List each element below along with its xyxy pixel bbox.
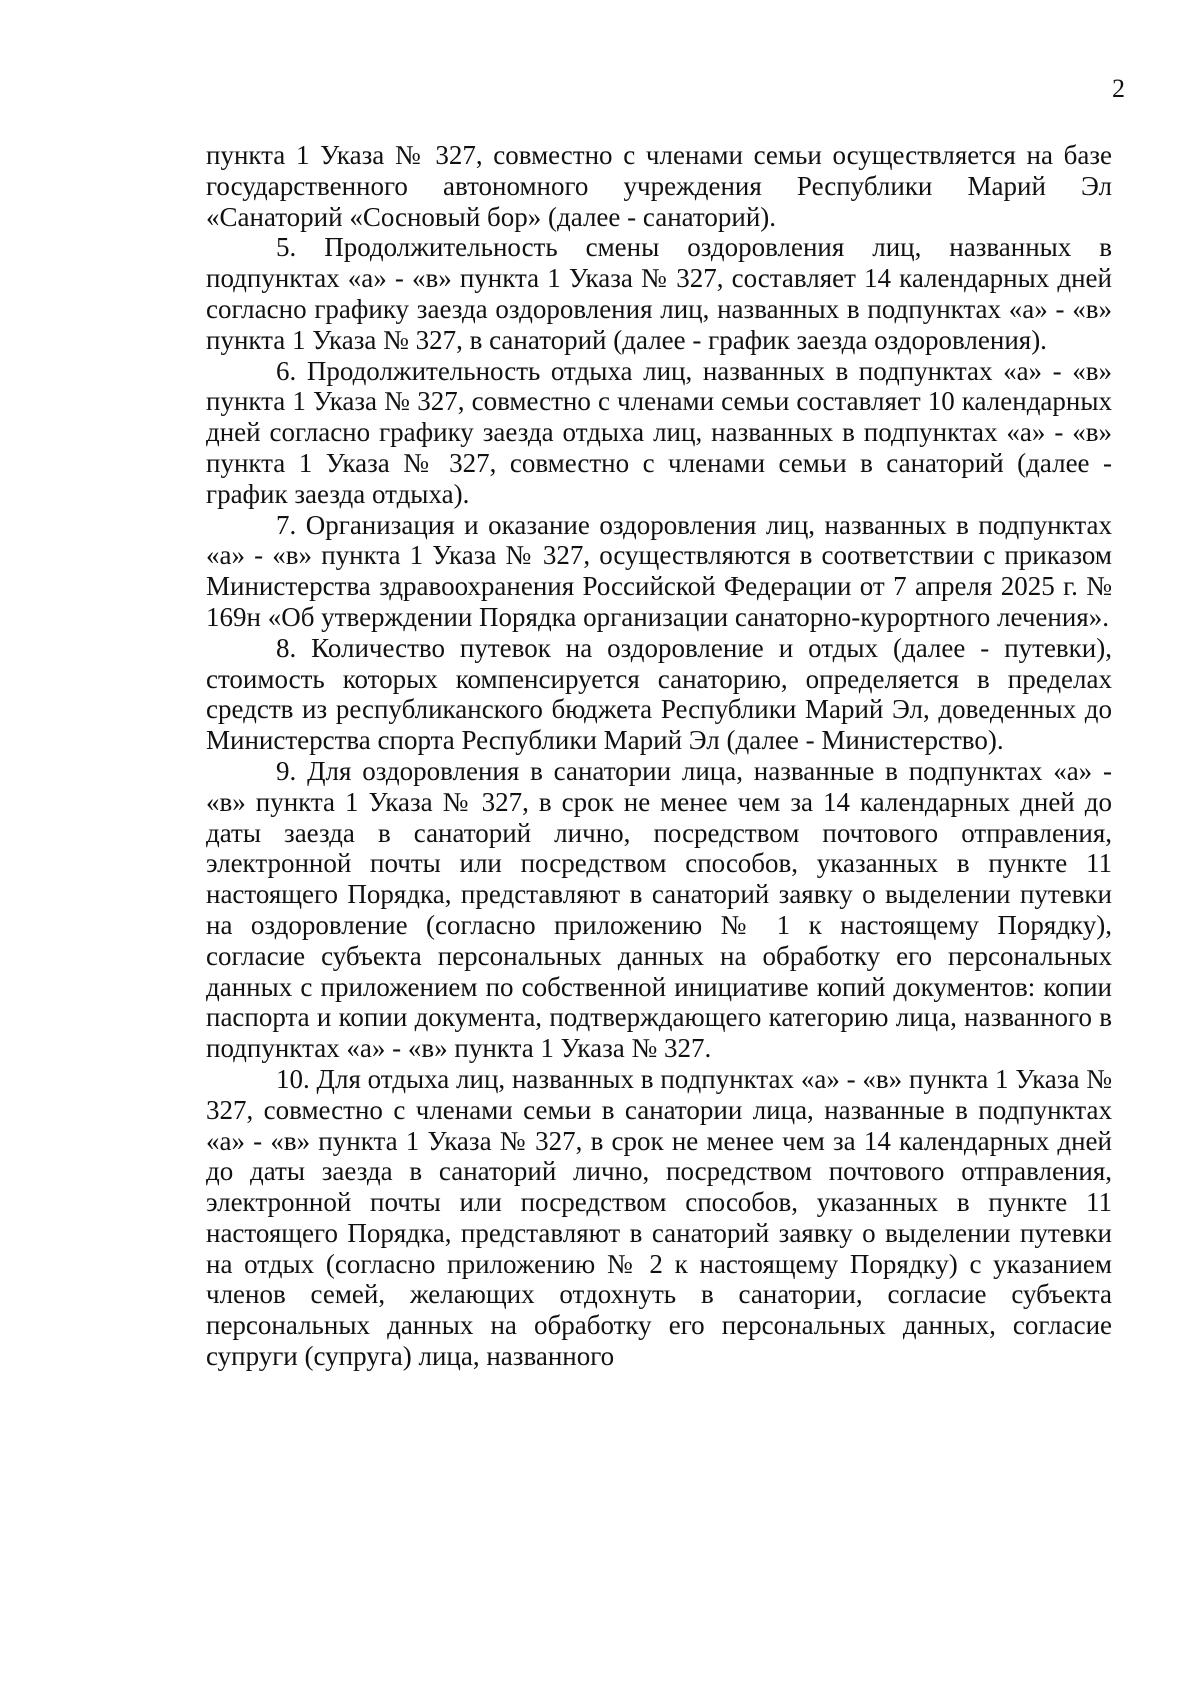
paragraph-6: 6. Продолжительность отдыха лиц, названных в подпунктах «а» - «в» пункта 1 Указа № 327, совместно с членами семьи составляет 10 календарных дней согласно графику заезда отдыха лиц, названных в подпунктах «а» - «в» пункта 1 Указа № 327, совместно с членами семьи в санаторий (далее - график заезда отдыха).	[206, 355, 1112, 509]
paragraph-10: 10. Для отдыха лиц, названных в подпунктах «а» - «в» пункта 1 Указа № 327, совместно с членами семьи в санатории лица, названные в подпунктах «а» - «в» пункта 1 Указа № 327, в срок не менее чем за 14 календарных дней до даты заезда в санаторий лично, посредством почтового отправления, электронной почты или посредством способов, указанных в пункте 11 настоящего Порядка, представляют в санаторий заявку о выделении путевки на отдых (согласно приложению № 2 к настоящему Порядку) с указанием членов семей, желающих отдохнуть в санатории, согласие субъекта персональных данных на обработку его персональных данных, согласие супруги (супруга) лица, названного	[206, 1063, 1112, 1372]
page-number: 2	[1112, 74, 1125, 103]
document-body	[206, 140, 1112, 1372]
paragraph-8: 8. Количество путевок на оздоровление и отдых (далее - путевки), стоимость которых компенсируется санаторию, определяется в пределах средств из республиканского бюджета Республики Марий Эл, доведенных до Министерства спорта Республики Марий Эл (далее - Министерство).	[206, 632, 1112, 756]
paragraph-continuation: пункта 1 Указа № 327, совместно с членами семьи осуществляется на базе государственного автономного учреждения Республики Марий Эл «Санаторий «Сосновый бор» (далее - санаторий).	[206, 140, 1112, 232]
paragraph-5: 5. Продолжительность смены оздоровления лиц, названных в подпунктах «а» - «в» пункта 1 Указа № 327, составляет 14 календарных дней согласно графику заезда оздоровления лиц, названных в подпунктах «а» - «в» пункта 1 Указа № 327, в санаторий (далее - график заезда оздоровления).	[206, 232, 1112, 355]
paragraph-7: 7. Организация и оказание оздоровления лиц, названных в подпунктах «а» - «в» пункта 1 Указа № 327, осуществляются в соответствии с приказом Министерства здравоохранения Российской Федерации от 7 апреля 2025 г. № 169н «Об утверждении Порядка организации санаторно-курортного лечения».	[206, 509, 1112, 632]
paragraph-9: 9. Для оздоровления в санатории лица, названные в подпунктах «а» - «в» пункта 1 Указа № 327, в срок не менее чем за 14 календарных дней до даты заезда в санаторий лично, посредством почтового отправления, электронной почты или посредством способов, указанных в пункте 11 настоящего Порядка, представляют в санаторий заявку о выделении путевки на оздоровление (согласно приложению № 1 к настоящему Порядку), согласие субъекта персональных данных на обработку его персональных данных с приложением по собственной инициативе копий документов: копии паспорта и копии документа, подтверждающего категорию лица, названного в подпунктах «а» - «в» пункта 1 Указа № 327.	[206, 755, 1112, 1064]
